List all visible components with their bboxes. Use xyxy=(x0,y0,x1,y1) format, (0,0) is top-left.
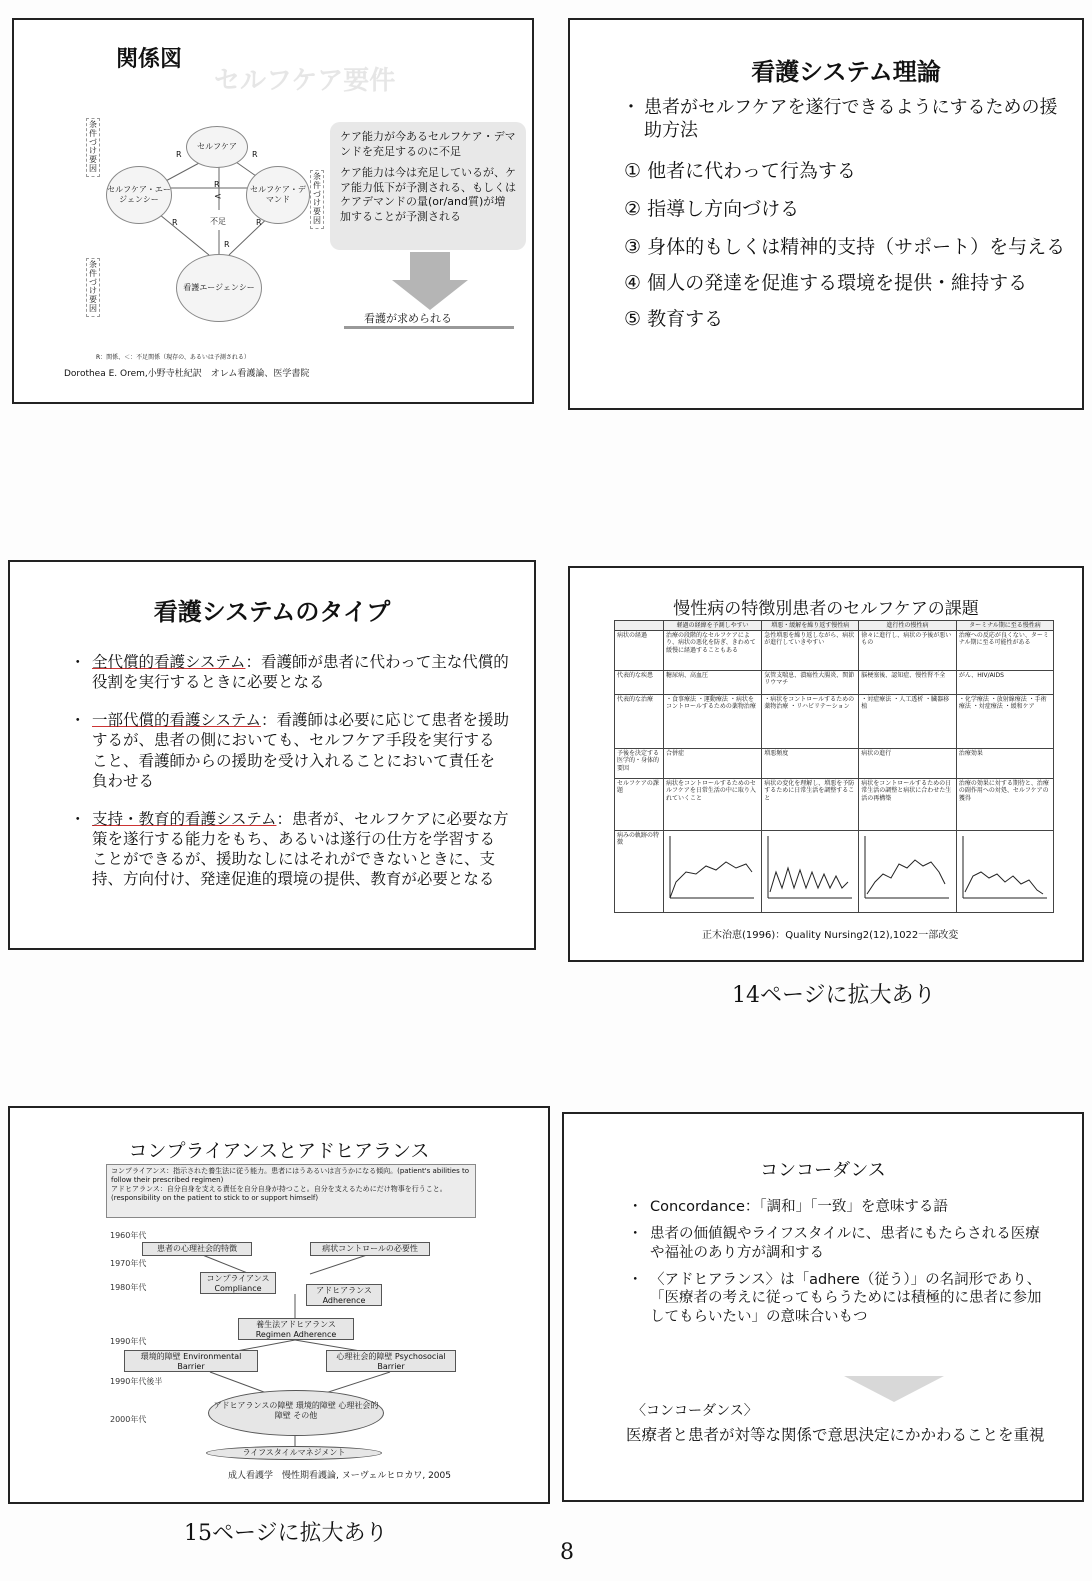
table-cell: がん、HIV/AIDS xyxy=(956,671,1053,695)
bullet-item: ・ Concordance：「調和」「一致」を意味する語 xyxy=(628,1198,1048,1217)
type-description: ：看護師が患者に代わって主な代償的役割を実行するときに必要となる xyxy=(92,653,509,692)
slide-nursing-system-theory xyxy=(568,18,1084,410)
relation-mark: R xyxy=(172,218,178,227)
slide-title: コンプライアンスとアドヒアランス xyxy=(128,1140,430,1162)
era-label: 1960年代 xyxy=(110,1231,147,1240)
era-label: 1980年代 xyxy=(110,1283,147,1292)
patient-psychosocial-box: 患者の心理社会的特徴 xyxy=(142,1242,252,1256)
era-label: 1990年代後半 xyxy=(110,1377,163,1386)
table-cell: 病状をコントロールするための日常生活の調整と病状に合わせた生活の再構築 xyxy=(859,779,957,831)
table-cell: 糖尿病、高血圧 xyxy=(664,671,762,695)
lifestyle-management-box: ライフスタイルマネジメント xyxy=(206,1446,382,1460)
trajectory-sketch xyxy=(764,832,854,902)
deficit-label: 不足 xyxy=(210,217,226,226)
nursing-needed-label: 看護が求められる xyxy=(364,312,452,325)
page-number: 8 xyxy=(560,1540,574,1565)
compliance-box: コンプライアンス Compliance xyxy=(200,1272,276,1294)
trajectory-sketch xyxy=(959,832,1049,902)
table-cell: ・化学療法 ・放射線療法 ・手術療法 ・対症療法 ・緩和ケア xyxy=(956,695,1053,749)
table-cell: 治療効果 xyxy=(956,749,1053,779)
trajectory-cell xyxy=(762,831,859,913)
type-term: 一部代償的看護システム xyxy=(92,711,261,730)
legend-note: R：関係、＜：不足関係（現存の、あるいは予測される） xyxy=(96,354,250,361)
types-list xyxy=(70,652,510,897)
trajectory-sketch xyxy=(666,832,756,902)
slide-title: 看護システムのタイプ xyxy=(153,598,391,626)
slide-title: 慢性病の特徴別患者のセルフケアの課題 xyxy=(673,599,979,619)
table-header: ターミナル期に至る慢性病 xyxy=(956,621,1053,631)
relation-mark: R xyxy=(224,240,230,249)
relation-mark: R xyxy=(214,180,220,189)
theory-item: ② 指導し方向づける xyxy=(624,198,800,220)
bullet-item: ・ 〈アドヒアランス〉は「adhere（従う）」の名詞形であり、「医療者の考えに従ってもらうためには積極的に患者に参加してもらいたい」の意味合いもつ xyxy=(628,1271,1048,1328)
nursing-needed-underline xyxy=(344,326,514,329)
table-header: 進行性の慢性病 xyxy=(859,621,957,631)
environmental-barrier-box: 環境的障壁 Environmental Barrier xyxy=(124,1350,258,1372)
concordance-bullets xyxy=(628,1198,1048,1335)
trajectory-cell xyxy=(859,831,957,913)
table-header: 軽過の経緯を予測しやすい xyxy=(664,621,762,631)
nursing-agency-node: 看護エージェンシー xyxy=(176,254,262,322)
type-description: ：患者が、セルフケアに必要な方策を遂行する能力をもち、あるいは遂行の仕方を学習することができるが、援助なしにはそれができないときに、支持、方向付け、発達促進的環境の提供、教育が必要となる xyxy=(92,809,509,889)
slide-relationship-diagram xyxy=(12,18,534,404)
note-insufficient: ケア能力が今あるセルフケア・デマンドを充足するのに不足 xyxy=(340,130,516,158)
table-header: 増悪・緩解を繰り返す慢性病 xyxy=(762,621,859,631)
row-header: 病状の経過 xyxy=(615,631,664,671)
table-cell: 気管支喘息、潰瘍性大腸炎、関節リウマチ xyxy=(762,671,859,695)
down-arrow xyxy=(844,1366,944,1406)
bullet-item: ・ 患者の価値観やライフスタイルに、患者にもたらされる医療や福祉のあり方が調和する xyxy=(628,1225,1048,1263)
table-row xyxy=(615,631,1054,671)
conditioning-factor-label: 条件づけ要因 xyxy=(86,258,100,317)
relation-mark: R xyxy=(252,150,258,159)
selfcare-demand-node: セルフケア・デマンド xyxy=(246,166,310,224)
source-credit: 成人看護学 慢性期看護論, ヌーヴェルヒロカワ, 2005 xyxy=(228,1471,451,1481)
trajectory-sketch xyxy=(861,832,951,902)
table-cell: 治療への反応が良くない、ターミナル期に至る可能性がある xyxy=(956,631,1053,671)
adherence-barrier-ellipse: アドヒアランスの障壁 環境的障壁 心理社会的障壁 その他 xyxy=(208,1390,384,1436)
table-header xyxy=(615,621,664,631)
table-cell: ・病状をコントロールするための薬物治療 ・リハビリテーション xyxy=(762,695,859,749)
table-cell: 急性増悪を繰り返しながら、病状が進行していきやすい xyxy=(762,631,859,671)
trajectory-cell xyxy=(664,831,762,913)
type-item xyxy=(70,710,510,791)
type-item xyxy=(70,809,510,890)
ghost-text: セルフケア要件 xyxy=(214,66,396,96)
theory-bullet-list xyxy=(622,96,1072,151)
relation-mark: R xyxy=(256,218,262,227)
adherence-definition: アドヒアランス：自分自身を支える責任を自分自身が持つこと。自分を支えるためにだけ物事を行うこと。(responsibility on the patient to stick to or support himself) xyxy=(111,1185,447,1203)
type-term: 全代償的看護システム xyxy=(92,653,246,671)
table-cell: 病状の変化を理解し、増悪を予防するために日常生活を調整すること xyxy=(762,779,859,831)
note-predicted: ケア能力は今は充足しているが、ケア能力低下が予測される、もしくはケアデマンドの量(or/and質)が増加することが予測される xyxy=(340,165,516,224)
row-header: 代表的な疾患 xyxy=(615,671,664,695)
slide-concordance xyxy=(562,1112,1084,1502)
slide-compliance-adherence xyxy=(8,1106,550,1504)
source-credit: 正木治恵(1996)：Quality Nursing2(12),1022一部改変 xyxy=(702,930,959,941)
table-row xyxy=(615,671,1054,695)
slide-nursing-system-types xyxy=(8,560,536,950)
slide-title: コンコーダンス xyxy=(760,1160,886,1181)
slide-chronic-disease-table xyxy=(568,566,1084,962)
table-cell: 病状の進行 xyxy=(859,749,957,779)
table-header-row xyxy=(615,621,1054,631)
conditioning-factor-label: 条件づけ要因 xyxy=(86,118,100,177)
adherence-box: アドヒアランス Adherence xyxy=(306,1284,382,1306)
table-row xyxy=(615,831,1054,913)
selfcare-agency-node: セルフケア・エージェンシー xyxy=(106,166,172,224)
table-cell: 脳梗塞後、認知症、慢性腎不全 xyxy=(859,671,957,695)
row-header: 病みの軌跡の特徴 xyxy=(615,831,664,913)
compliance-definition: コンプライアンス：指示された養生法に従う能力。患者にはうあるいは言うかになる傾向。(patient's abilities to follow their prescribed regimen) xyxy=(111,1167,469,1185)
era-label: 2000年代 xyxy=(110,1415,147,1424)
era-label: 1970年代 xyxy=(110,1259,147,1268)
down-arrow xyxy=(390,252,470,312)
type-description: ：看護師は必要に応じて患者を援助するが、患者の側においても、セルフケア手段を実行すること、看護師からの援助を受け入れることにおいて責任を負わせる xyxy=(92,711,509,790)
theory-item: ③ 身体的もしくは精神的支持（サポート）を与える xyxy=(624,236,1066,258)
theory-item: ⑤ 教育する xyxy=(624,308,724,330)
table-cell: 徐々に進行し、病状の予後が悪いもの xyxy=(859,631,957,671)
era-label: 1990年代 xyxy=(110,1337,147,1346)
table-cell: 治療の効果に対する期待と、治療の副作用への対処、セルフケアの獲得 xyxy=(956,779,1053,831)
slide-title: 看護システム理論 xyxy=(751,58,941,86)
table-cell: ・対症療法 ・人工透析 ・臓器移植 xyxy=(859,695,957,749)
bullet-item: ・ 患者がセルフケアを遂行できるようにするための援助方法 xyxy=(622,96,1072,143)
flow-connectors xyxy=(10,1108,550,1504)
page-reference-caption: 14ページに拡大あり xyxy=(732,983,936,1008)
regimen-adherence-box: 養生法アドヒアランス Regimen Adherence xyxy=(238,1318,354,1340)
psychosocial-barrier-box: 心理社会的障壁 Psychosocial Barrier xyxy=(326,1350,456,1372)
type-term: 支持・教育的看護システム xyxy=(92,809,277,828)
selfcare-task-table xyxy=(614,620,1054,913)
relation-mark: R xyxy=(176,150,182,159)
theory-item: ① 他者に代わって行為する xyxy=(624,160,856,182)
row-header: 予後を決定する医学的・身体的要因 xyxy=(615,749,664,779)
type-item xyxy=(70,652,510,692)
conditioning-factor-label: 条件づけ要因 xyxy=(310,170,324,229)
source-credit: Dorothea E. Orem,小野寺杜紀訳 オレム看護論、医学書院 xyxy=(64,369,310,379)
care-ability-note xyxy=(330,122,526,250)
disease-control-box: 病状コントロールの必要性 xyxy=(310,1242,430,1256)
theory-item: ④ 個人の発達を促進する環境を提供・維持する xyxy=(624,272,1028,294)
table-cell: 増悪頻度 xyxy=(762,749,859,779)
row-header: セルフケアの課題 xyxy=(615,779,664,831)
slide-title: 関係図 xyxy=(116,47,183,72)
page-reference-caption: 15ページに拡大あり xyxy=(184,1521,388,1546)
table-row xyxy=(615,779,1054,831)
table-cell: 合併症 xyxy=(664,749,762,779)
table-cell: 病状をコントロールするためのセルフケアを日常生活の中に取り入れていくこと xyxy=(664,779,762,831)
concordance-conclusion: 医療者と患者が対等な関係で意思決定にかかわることを重視 xyxy=(626,1426,1045,1444)
concordance-label: 〈コンコーダンス〉 xyxy=(632,1403,758,1419)
selfcare-node: セルフケア xyxy=(186,126,248,168)
trajectory-cell xyxy=(956,831,1053,913)
table-row xyxy=(615,695,1054,749)
row-header: 代表的な治療 xyxy=(615,695,664,749)
table-row xyxy=(615,749,1054,779)
table-cell: ・食事療法 ・運動療法 ・病状をコントロールするための薬物治療 xyxy=(664,695,762,749)
table-cell: 治療の段階的なセルフケアにより、病状の悪化を防ぎ、きわめて緩慢に経過することもある xyxy=(664,631,762,671)
deficit-relation-mark: < xyxy=(214,192,222,202)
